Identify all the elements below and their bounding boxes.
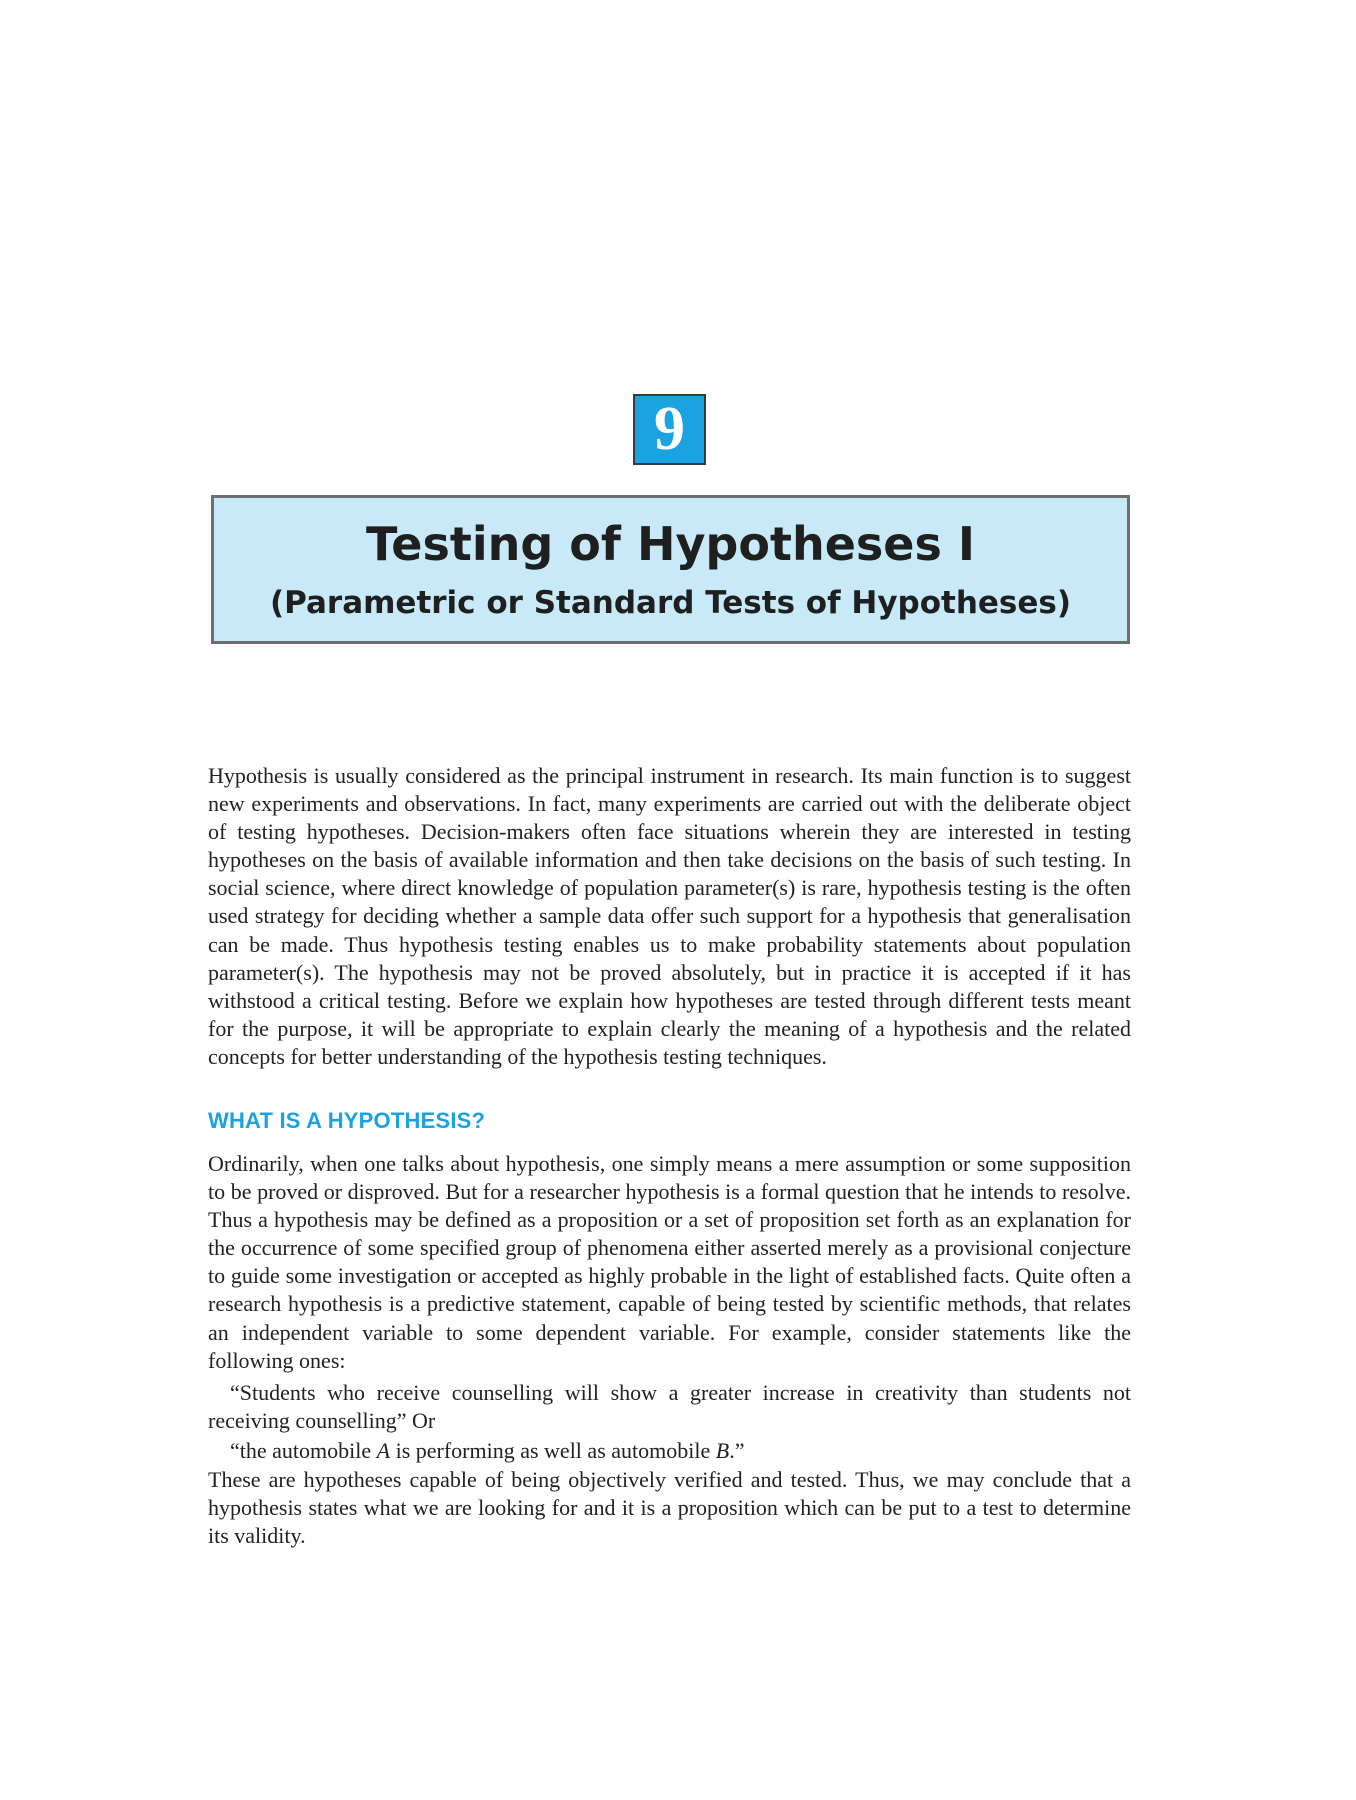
definition-paragraph: Ordinarily, when one talks about hypothesis, one simply means a mere assumption or some supposition to be proved or disproved. But for a researcher hypothesis is a formal question that he intends to resolve. Thus a hypothesis may be defined as a proposition or a set of proposition set forth as an explanation for the occurrence of some specified group of phenomena either asserted merely as a provisional conjecture to guide some investigation or accepted as highly probable in the light of established facts. Quite often a research hypothesis is a predictive statement, capable of being tested by scientific methods, that relates an independent variable to some dependent variable. For example, consider statements like the following ones: [208,1151,1131,1373]
chapter-title-box [211,495,1130,644]
intro-paragraph: Hypothesis is usually considered as the principal instrument in research. Its main function is to suggest new experiments and observations. In fact, many experiments are carried out with the deliberate object of testing hypotheses. Decision-makers often face situations wherein they are interested in testing hypotheses on the basis of available information and then take decisions on the basis of such testing. In social science, where direct knowledge of population parameter(s) is rare, hypothesis testing is the often used strategy for deciding whether a sample data offer such support for a hypothesis that generalisation can be made. Thus hypothesis testing enables us to make probability statements about population parameter(s). The hypothesis may not be proved absolutely, but in practice it is accepted if it has withstood a critical testing. Before we explain how hypotheses are tested through different tests meant for the purpose, it will be appropriate to explain clearly the meaning of a hypothesis and the related concepts for better understanding of the hypothesis testing techniques. [208,763,1131,1069]
chapter-number-badge: 9 [633,394,706,465]
quote-text-end: .” [729,1438,745,1463]
example-quote-counselling: “Students who receive counselling will show a greater increase in creativity than students not receiving counselling” Or [208,1380,1131,1434]
quote-text-start: “the automobile [230,1438,377,1463]
chapter-subtitle: (Parametric or Standard Tests of Hypotheses) [269,585,1072,621]
example-quote-automobile [208,1437,1131,1465]
section-heading: WHAT IS A HYPOTHESIS? [208,1108,486,1133]
automobile-b: B [715,1438,730,1463]
chapter-title: Testing of Hypotheses I [366,517,975,571]
quote-text-middle: is performing as well as automobile [390,1438,716,1463]
conclusion-paragraph: These are hypotheses capable of being objectively verified and tested. Thus, we may conclude that a hypothesis states what we are looking for and it is a proposition which can be put to a test to determine its validity. [208,1467,1131,1549]
automobile-a: A [376,1438,391,1463]
